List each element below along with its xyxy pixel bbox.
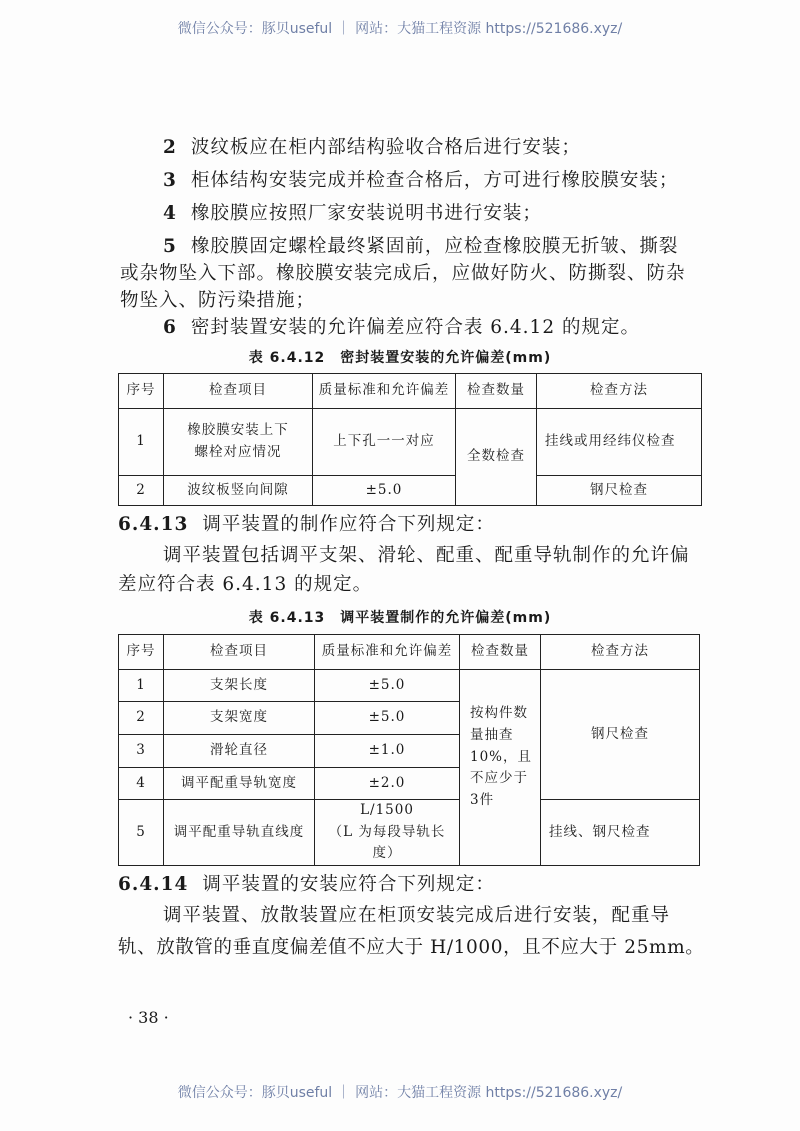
cell: 波纹板竖向间隙 (164, 476, 313, 506)
th: 质量标准和允许偏差 (313, 374, 456, 409)
cell: 挂线或用经纬仪检查 (537, 409, 702, 476)
cell: 3 (119, 735, 164, 768)
cell: 橡胶膜安装上下螺栓对应情况 (164, 409, 313, 476)
th: 检查数量 (456, 374, 537, 409)
item-6: 6 密封装置安装的允许偏差应符合表 6.4.12 的规定。 (163, 317, 640, 338)
table-6-4-12 (118, 373, 702, 506)
th: 检查数量 (460, 635, 541, 670)
item-5-cont1: 或杂物坠入下部。橡胶膜安装完成后，应做好防火、防撕裂、防杂 (120, 263, 686, 284)
cell: 上下孔一一对应 (313, 409, 456, 476)
cell-line: （L 为每段导轨长度） (328, 823, 446, 862)
item-5-cont2: 物坠入、防污染措施； (120, 290, 316, 311)
section-6-4-13-p1: 调平装置包括调平支架、滑轮、配重、配重导轨制作的允许偏 (163, 545, 690, 566)
cell: 1 (119, 670, 164, 702)
th: 检查方法 (541, 635, 700, 670)
table-row (119, 409, 702, 476)
th: 检查项目 (164, 635, 315, 670)
cell: ±1.0 (315, 735, 460, 768)
item-5: 5 橡胶膜固定螺栓最终紧固前，应检查橡胶膜无折皱、撕裂 (163, 236, 679, 257)
cell: 支架宽度 (164, 702, 315, 735)
watermark-bottom: 微信公众号：豚贝useful ｜ 网站：大猫工程资源 https://521686.xyz/ (177, 1085, 623, 1101)
cell: ±5.0 (315, 670, 460, 702)
cell: 2 (119, 702, 164, 735)
item-2: 2 波纹板应在柜内部结构验收合格后进行安装； (163, 137, 581, 158)
section-6-4-13: 6.4.13 调平装置的制作应符合下列规定： (118, 514, 495, 535)
section-6-4-14-p2: 轨、放散管的垂直度偏差值不应大于 H/1000，且不应大于 25mm。 (118, 937, 705, 958)
cell: 支架长度 (164, 670, 315, 702)
cell (315, 800, 460, 866)
table-6-4-13 (118, 634, 700, 866)
section-6-4-13-p2: 差应符合表 6.4.13 的规定。 (118, 574, 373, 595)
watermark-top: 微信公众号：豚贝useful ｜ 网站：大猫工程资源 https://521686.xyz/ (177, 21, 623, 37)
cell: ±2.0 (315, 768, 460, 800)
cell-line: L/1500 (360, 802, 414, 818)
cell: 钢尺检查 (537, 476, 702, 506)
th: 质量标准和允许偏差 (315, 635, 460, 670)
th: 序号 (119, 374, 164, 409)
table-row (119, 476, 702, 506)
th: 检查项目 (164, 374, 313, 409)
table1-title: 表 6.4.12 密封装置安装的允许偏差(mm) (248, 350, 552, 366)
item-4: 4 橡胶膜应按照厂家安装说明书进行安装； (163, 203, 542, 224)
cell: ±5.0 (313, 476, 456, 506)
cell: 全数检查 (456, 409, 537, 506)
item-3: 3 柜体结构安装完成并检查合格后，方可进行橡胶膜安装； (163, 170, 679, 191)
cell: 按构件数量抽查10%，且不应少于3件 (460, 670, 541, 866)
table-row (119, 670, 700, 702)
section-6-4-14: 6.4.14 调平装置的安装应符合下列规定： (118, 874, 495, 895)
section-6-4-14-p1: 调平装置、放散装置应在柜顶安装完成后进行安装，配重导 (163, 905, 671, 926)
table-row (119, 800, 700, 866)
page-number: · 38 · (128, 1008, 169, 1027)
cell: 5 (119, 800, 164, 866)
cell: 钢尺检查 (541, 670, 700, 800)
cell: 4 (119, 768, 164, 800)
cell: 调平配重导轨宽度 (164, 768, 315, 800)
table2-title: 表 6.4.13 调平装置制作的允许偏差(mm) (248, 610, 552, 626)
th: 检查方法 (537, 374, 702, 409)
cell: 2 (119, 476, 164, 506)
th: 序号 (119, 635, 164, 670)
cell: 1 (119, 409, 164, 476)
cell: 滑轮直径 (164, 735, 315, 768)
cell: 调平配重导轨直线度 (164, 800, 315, 866)
cell: ±5.0 (315, 702, 460, 735)
cell: 挂线、钢尺检查 (541, 800, 700, 866)
